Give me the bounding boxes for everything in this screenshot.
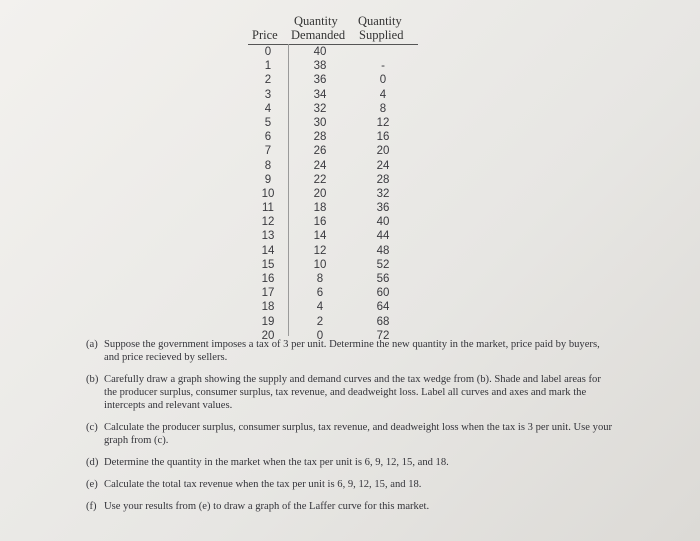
supply-demand-table (248, 12, 418, 344)
table-header-bottom (248, 28, 418, 45)
question-text: Determine the quantity in the market when the tax per unit is 6, 9, 12, 15, and 18. (104, 457, 449, 468)
table-row (248, 60, 418, 74)
quantity-demanded-cell: 4 (316, 301, 324, 314)
quantity-demanded-cell: 36 (313, 74, 327, 87)
quantity-demanded-cell: 26 (313, 145, 327, 158)
table-row (248, 145, 418, 159)
quantity-supplied-cell: 56 (376, 273, 390, 285)
quantity-supplied-cell: 40 (376, 216, 390, 229)
price-cell: 1 (264, 60, 272, 73)
quantity-supplied-cell: 28 (376, 173, 390, 186)
question-item (86, 456, 616, 469)
quantity-demanded-cell: 38 (313, 60, 327, 73)
question-text: Suppose the government imposes a tax of 3 per unit. Determine the new quantity in the market, price paid by buyers, and price recieved by sellers. (104, 339, 600, 363)
quantity-demanded-cell: 0 (316, 329, 324, 342)
question-label: (f) (86, 501, 97, 512)
question-text: Calculate the total tax revenue when the tax per unit is 6, 9, 12, 15, and 18. (104, 479, 422, 490)
quantity-demanded-cell: 22 (313, 173, 327, 186)
quantity-demanded-cell: 16 (313, 216, 327, 229)
quantity-supplied-cell: 8 (379, 102, 387, 115)
quantity-demanded-cell: 40 (313, 46, 327, 58)
table-row (248, 46, 418, 60)
quantity-supplied-cell: 64 (376, 301, 390, 314)
quantity-demanded-cell: 34 (313, 88, 327, 101)
price-cell: 18 (261, 301, 275, 314)
table-row (248, 89, 418, 103)
quantity-demanded-cell: 28 (313, 131, 327, 144)
quantity-demanded-cell: 30 (313, 116, 327, 129)
table-row (248, 103, 418, 117)
price-cell: 6 (264, 131, 272, 144)
price-cell: 16 (261, 273, 275, 285)
price-cell: 2 (264, 74, 272, 87)
question-text: Use your results from (e) to draw a graph of the Laffer curve for this market. (104, 501, 430, 512)
question-item (86, 421, 616, 447)
quantity-supplied-cell: 72 (376, 329, 390, 342)
table-body (248, 46, 418, 344)
table-row (248, 117, 418, 131)
price-cell: 9 (264, 173, 272, 186)
quantity-demanded-cell: 10 (313, 258, 327, 271)
price-cell: 8 (264, 159, 272, 172)
table-row (248, 259, 418, 273)
header-qs-line1: Quantity (358, 14, 402, 28)
question-list (86, 338, 616, 522)
price-cell: 7 (264, 145, 272, 158)
quantity-supplied-cell: 44 (376, 230, 390, 243)
table-row (248, 174, 418, 188)
table-row (248, 230, 418, 244)
question-item (86, 478, 616, 491)
table-row (248, 188, 418, 202)
table-row (248, 245, 418, 259)
question-label: (b) (86, 374, 99, 385)
table-row (248, 287, 418, 301)
quantity-supplied-cell: 32 (376, 187, 390, 200)
price-cell: 20 (261, 329, 275, 342)
quantity-supplied-cell: 48 (376, 244, 390, 257)
quantity-supplied-cell: 52 (376, 258, 390, 271)
question-text: Carefully draw a graph showing the supply and demand curves and the tax wedge from (b). Shade and label areas for the producer surplus, consumer surplus, tax revenue, and deadweight loss. Label all curves and axes and mark the intercepts and relevant values. (104, 374, 601, 411)
price-cell: 5 (264, 116, 272, 129)
question-label: (e) (86, 479, 98, 490)
quantity-demanded-cell: 14 (313, 230, 327, 243)
question-item (86, 338, 616, 364)
table-row (248, 160, 418, 174)
quantity-demanded-cell: 24 (313, 159, 327, 172)
price-cell: 19 (261, 315, 275, 328)
quantity-supplied-cell: 20 (376, 145, 390, 158)
table-row (248, 216, 418, 230)
price-cell: 12 (261, 216, 275, 229)
table-row (248, 74, 418, 88)
quantity-demanded-cell: 8 (316, 273, 324, 285)
quantity-demanded-cell: 18 (313, 202, 327, 215)
question-label: (d) (86, 457, 99, 468)
table-row (248, 316, 418, 330)
header-qs-line2: Supplied (359, 28, 404, 42)
quantity-supplied-cell: 60 (376, 287, 390, 300)
price-cell: 11 (262, 202, 274, 215)
quantity-demanded-cell: 2 (316, 315, 324, 328)
quantity-supplied-cell: 24 (376, 159, 390, 172)
price-cell: 10 (261, 187, 275, 200)
table-row (248, 301, 418, 315)
header-qd-line2: Demanded (291, 28, 346, 42)
quantity-supplied-cell: 0 (379, 74, 387, 87)
table-row (248, 202, 418, 216)
question-label: (a) (86, 339, 98, 350)
price-cell: 3 (264, 88, 272, 101)
question-item (86, 373, 616, 412)
quantity-supplied-cell: 36 (376, 202, 390, 215)
quantity-demanded-cell: 12 (313, 244, 327, 257)
quantity-demanded-cell: 32 (313, 102, 327, 115)
quantity-supplied-cell: 12 (376, 116, 390, 129)
quantity-supplied-cell: 4 (379, 88, 387, 101)
price-cell: 4 (264, 102, 272, 115)
price-cell: 0 (264, 46, 272, 58)
header-price: Price (252, 28, 278, 42)
table-row (248, 131, 418, 145)
table-row (248, 273, 418, 287)
table-header-top (248, 12, 418, 28)
quantity-supplied-cell: 16 (376, 131, 390, 144)
quantity-supplied-cell: - (381, 60, 385, 73)
quantity-demanded-cell: 6 (316, 287, 324, 300)
price-cell: 13 (261, 230, 275, 243)
header-qd-line1: Quantity (294, 14, 338, 28)
quantity-demanded-cell: 20 (313, 187, 327, 200)
question-item (86, 500, 616, 513)
question-text: Calculate the producer surplus, consumer surplus, tax revenue, and deadweight loss when the tax is 3 per unit. Use your graph from (c). (104, 422, 613, 446)
quantity-supplied-cell: 68 (376, 315, 390, 328)
question-label: (c) (86, 422, 98, 433)
price-cell: 17 (261, 287, 275, 300)
price-cell: 14 (261, 244, 275, 257)
price-cell: 15 (261, 258, 275, 271)
